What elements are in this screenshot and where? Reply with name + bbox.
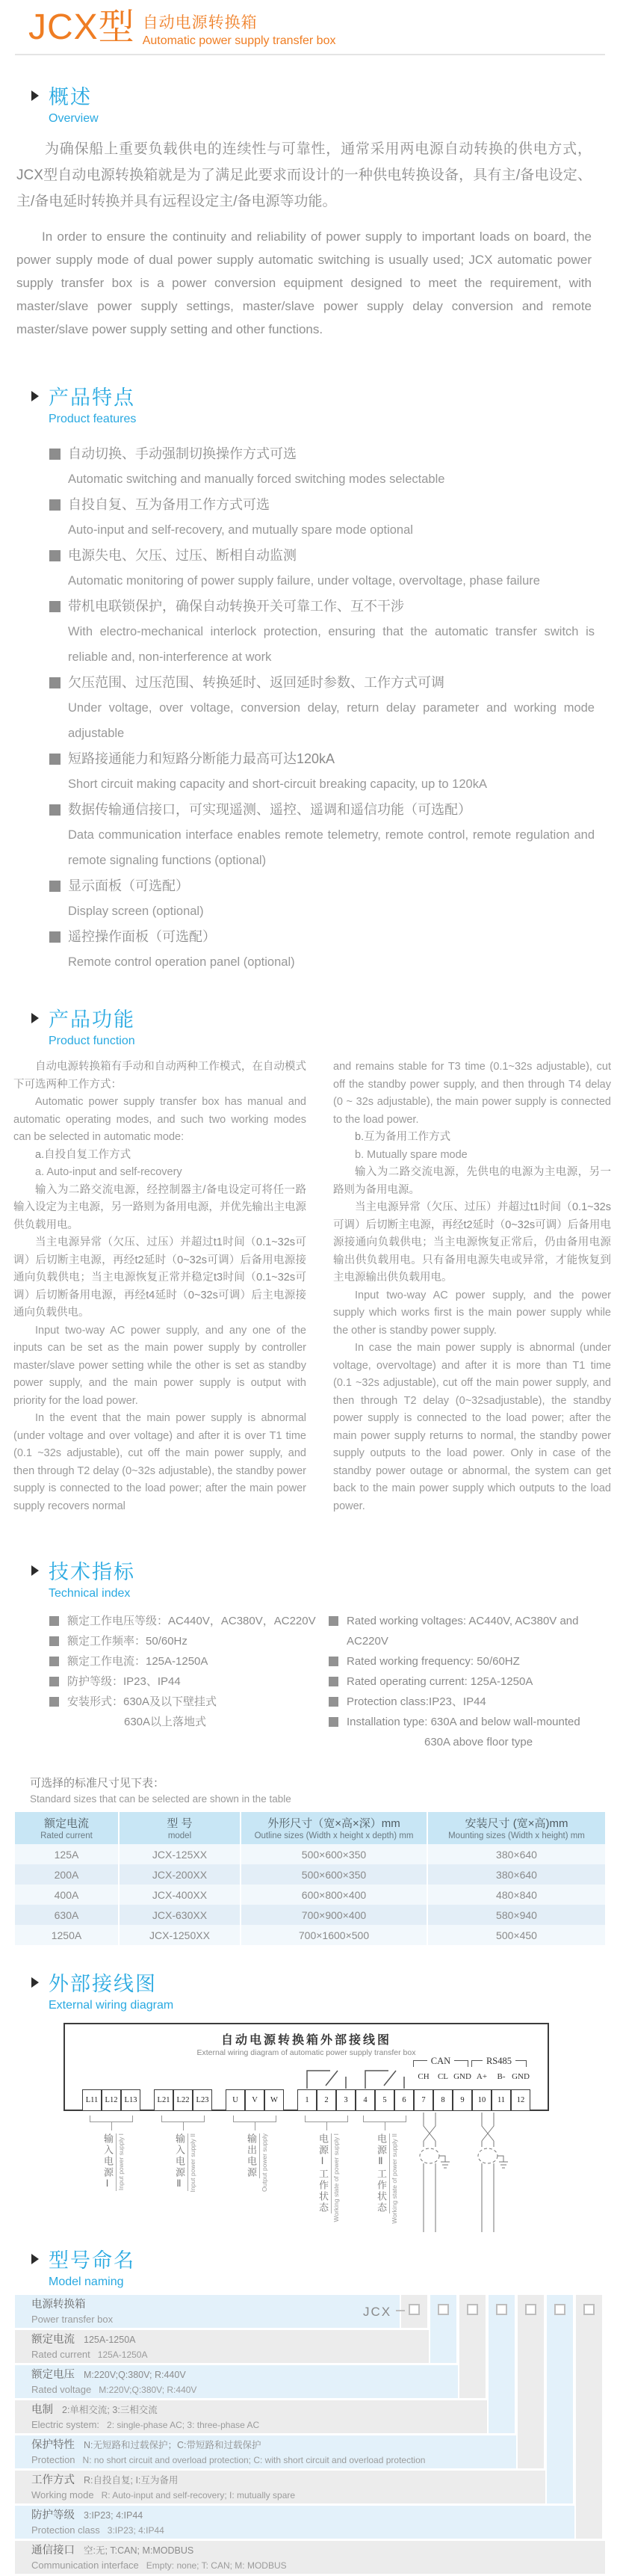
terminal: U <box>226 2089 245 2111</box>
bullet-square-icon <box>329 1677 338 1686</box>
cell: JCX-400XX <box>119 1885 241 1905</box>
naming-label-en: Communication interface <box>31 2560 139 2571</box>
group-label-en: Output power supply <box>261 2133 268 2192</box>
terminal: L12 <box>102 2089 121 2111</box>
technical-item <box>49 1692 329 1712</box>
naming-label-en: Electric system: <box>31 2419 100 2430</box>
bullet-square-icon <box>329 1616 338 1626</box>
terminal: L23 <box>193 2089 212 2111</box>
feature-text-cn: 欠压范围、过压范围、转换延时、返回延时参数、工作方式可调 <box>68 675 444 690</box>
model-code-box <box>554 2304 565 2315</box>
terminal: L13 <box>121 2089 140 2111</box>
cell: 380×640 <box>427 1864 605 1885</box>
section-naming <box>31 2244 620 2289</box>
column-header <box>119 1812 241 1844</box>
section-title-cn: 外部接线图 <box>49 1973 157 1995</box>
brand-model: JCX型 <box>28 7 135 47</box>
bullet-square-icon <box>329 1697 338 1707</box>
wiring-diagram <box>0 2023 620 2244</box>
technical-text: 防护等级：IP23、IP44 <box>67 1675 181 1688</box>
naming-row <box>15 2435 516 2468</box>
naming-label-cn: 防护等级 <box>31 2509 75 2521</box>
section-overview-head <box>31 81 620 110</box>
group-bracket <box>363 2116 406 2122</box>
section-function <box>31 1003 620 1048</box>
technical-item <box>329 1712 607 1732</box>
terminal: 4 <box>356 2089 375 2111</box>
technical-text: 额定工作电压等级：AC440V，AC380V，AC220V <box>67 1615 316 1627</box>
cell: 630A <box>15 1905 119 1925</box>
group-label-en: Input power supply II <box>189 2133 196 2193</box>
product-title-en: Automatic power supply transfer box <box>142 34 336 47</box>
naming-value-cn: M:220V;Q:380V; R:440V <box>84 2370 186 2380</box>
column-header-en: Outline sizes (Width x height x depth) mm <box>254 1831 414 1840</box>
column-header <box>427 1812 605 1844</box>
group-label-cn: 输入电源Ⅱ <box>173 2133 188 2191</box>
terminal: L21 <box>154 2089 173 2111</box>
pin-label: B- <box>497 2072 506 2081</box>
function-paragraph: Automatic power supply transfer box has manual and automatic operating modes, and such two working modes can be selected in automatic mode: <box>13 1096 306 1143</box>
bullet-square-icon <box>49 1616 59 1626</box>
function-paragraph: Input two-way AC power supply, and any one of the inputs can be set as the main power supply by controller master/slave power setting while the other is set as standby power supply, and the main power supply is output with priority for the load power. <box>13 1324 306 1407</box>
section-features <box>31 381 620 426</box>
section-title-en: External wiring diagram <box>49 1999 174 2012</box>
function-paragraph: b.互为备用工作方式 <box>355 1131 451 1143</box>
technical-text: 额定工作电流：125A-1250A <box>67 1655 208 1668</box>
group-label <box>244 2133 326 2192</box>
model-code-box <box>467 2304 478 2315</box>
column-header-cn: 安装尺寸 (宽×高)mm <box>465 1817 568 1830</box>
group-bracket <box>90 2116 133 2122</box>
cell: 700×1600×500 <box>241 1925 427 1945</box>
cell: 380×640 <box>427 1844 605 1864</box>
product-title-cn: 自动电源转换箱 <box>142 14 258 31</box>
column-header <box>241 1812 427 1844</box>
terminal: V <box>245 2089 264 2111</box>
terminal: 10 <box>472 2089 492 2111</box>
feature-text-cn: 数据传输通信接口，可实现遥测、遥控、遥调和遥信功能（可选配） <box>68 802 471 817</box>
function-paragraph: 当主电源异常（欠压、过压）并超过t1时间（0.1~32s可调）后切断主电源，再经t2延时（0~32s可调）后备用电源接通向负载供电；当主电源恢复正常后，仍由备用电源输出供负载用电。只有备用电源失电或异常，才能恢复到主电源输出供负载用电。 <box>333 1201 611 1284</box>
feature-item-en: Data communication interface enables remote telemetry, remote control, remote regulation and remote signaling functions (optional) <box>68 828 595 867</box>
table-row <box>15 1905 605 1925</box>
technical-columns <box>49 1611 620 1752</box>
naming-value-en: M:220V;Q:380V; R:440V <box>99 2385 197 2395</box>
technical-item <box>49 1651 329 1671</box>
section-title-cn: 型号命名 <box>49 2249 135 2272</box>
naming-label-en: Rated voltage <box>31 2384 92 2395</box>
header-subtitle <box>143 10 336 48</box>
cell: 200A <box>15 1864 119 1885</box>
technical-text: Rated working voltages: AC440V, AC380V and AC220V <box>347 1615 579 1648</box>
naming-label-cn: 电源转换箱 <box>31 2299 86 2311</box>
naming-value-cn: 3:IP23; 4:IP44 <box>84 2510 143 2521</box>
function-paragraph: 当主电源异常（欠压、过压）并超过t1时间（0.1~32s可调）后切断主电源，再经t2延时（0~32s可调）后备用电源接通向负载供电；当主电源恢复正常并稳定t3时间（0.1~32s可调）后切断备用电源，再经t4延时（0~32s可调）后主电源接通向负载供电。 <box>13 1236 306 1319</box>
model-code-box <box>496 2304 507 2315</box>
function-paragraph: 自动电源转换箱有手动和自动两种工作模式，在自动模式下可选两种工作方式： <box>13 1061 306 1091</box>
bullet-square-icon <box>49 881 61 892</box>
technical-text: 额定工作频率：50/60Hz <box>67 1635 187 1648</box>
changeover-switch-icon <box>297 2066 356 2089</box>
group-label-cn: 电源Ⅰ工作状态 <box>316 2133 332 2213</box>
feature-item-en: Short circuit making capacity and short-circuit breaking capacity, up to 120kA <box>68 777 487 791</box>
naming-label-cn: 保护特性 <box>31 2439 75 2451</box>
naming-stripe <box>518 2295 544 2468</box>
overview-paragraph-cn: 为确保船上重要负载供电的连续性与可靠性，通常采用两电源自动转换的供电方式，JCX型自动电源转换箱就是为了满足此要求而设计的一种供电转换设备，具有主/备电设定、主/备电延时转换并具有远程设定主/备电源等功能。 <box>16 141 592 209</box>
section-title-cn: 产品功能 <box>49 1008 135 1031</box>
bullet-square-icon <box>49 601 61 612</box>
naming-stripe <box>576 2295 602 2539</box>
cell: 500×600×350 <box>241 1844 427 1864</box>
cell: JCX-1250XX <box>119 1925 241 1945</box>
triangle-bullet-icon <box>31 1565 39 1576</box>
terminal: 5 <box>375 2089 394 2111</box>
naming-row <box>15 2330 429 2363</box>
section-features-head <box>31 381 620 410</box>
function-column-left <box>13 1059 306 1515</box>
bullet-square-icon <box>49 550 61 561</box>
feature-text-cn: 电源失电、欠压、过压、断相自动监测 <box>68 548 297 563</box>
table-row <box>15 1885 605 1905</box>
bullet-square-icon <box>49 1697 59 1707</box>
group-label-en: Input power supply I <box>117 2133 125 2191</box>
section-title-en: Model naming <box>49 2275 124 2288</box>
naming-stripe <box>489 2295 515 2433</box>
feature-text-cn: 短路接通能力和短路分断能力最高可达120kA <box>68 751 335 766</box>
function-paragraph: 输入为二路交流电源，经控制器主/备电设定可将任一路输入设定为主电源，另一路则为备用电源，并优先输出主电源供负载用电。 <box>13 1183 306 1231</box>
naming-label-cn: 额定电流 <box>31 2334 75 2346</box>
naming-value-en: 2: single-phase AC; 3: three-phase AC <box>107 2420 260 2430</box>
feature-item-cn <box>49 873 595 899</box>
feature-item-cn <box>49 670 595 695</box>
naming-label-cn: 工作方式 <box>31 2474 75 2486</box>
section-technical <box>31 1556 620 1600</box>
model-code-box <box>525 2304 536 2315</box>
function-paragraph: b. Mutually spare mode <box>355 1148 468 1161</box>
feature-item-cn <box>49 441 595 466</box>
pin-label: GND <box>453 2072 471 2081</box>
cell: 500×450 <box>427 1925 605 1945</box>
can-bracket <box>413 2056 468 2067</box>
pin-label: CL <box>437 2072 449 2081</box>
function-columns <box>13 1059 611 1515</box>
group-label-en: Working state of power supply II <box>391 2133 398 2224</box>
terminal: 8 <box>433 2089 453 2111</box>
section-function-head <box>31 1003 620 1032</box>
technical-text: Installation type: 630A and below wall-mounted <box>347 1716 580 1728</box>
bullet-square-icon <box>49 1657 59 1666</box>
feature-text-cn: 自投自复、互为备用工作方式可选 <box>68 497 270 512</box>
can-label: CAN <box>427 2056 454 2067</box>
technical-item <box>49 1631 329 1651</box>
terminal: 7 <box>414 2089 433 2111</box>
table-header <box>15 1812 605 1844</box>
naming-value-en: R: Auto-input and self-recovery; I: mutually spare <box>101 2490 296 2500</box>
cell: 700×900×400 <box>241 1905 427 1925</box>
page-header <box>0 0 620 48</box>
technical-item <box>329 1671 607 1692</box>
cell: JCX-200XX <box>119 1864 241 1885</box>
table-row <box>15 1925 605 1945</box>
technical-item-continuation: 630A above floor type <box>424 1736 533 1748</box>
naming-value-en: Empty: none; T: CAN; M: MODBUS <box>146 2560 287 2571</box>
feature-item-cn <box>49 492 595 517</box>
naming-label-en: Rated current <box>31 2349 90 2360</box>
group-label-cn: 电源Ⅱ工作状态 <box>374 2133 390 2213</box>
technical-text: Rated operating current: 125A-1250A <box>347 1675 533 1688</box>
cell: 480×840 <box>427 1885 605 1905</box>
group-label-cn: 输出电源 <box>244 2133 260 2178</box>
feature-item-cn <box>49 543 595 568</box>
column-header <box>15 1812 119 1844</box>
naming-row <box>15 2365 458 2398</box>
table-row <box>15 1864 605 1885</box>
model-code-box <box>409 2304 420 2315</box>
naming-value-en: 125A-1250A <box>97 2349 148 2360</box>
feature-text-cn: 自动切换、手动强制切换操作方式可选 <box>68 446 297 461</box>
section-title-cn: 产品特点 <box>49 386 135 409</box>
naming-value-cn: R:自投自复; I:互为备用 <box>84 2475 179 2486</box>
bullet-square-icon <box>49 754 61 765</box>
technical-text: 安装形式：630A及以下壁挂式 <box>67 1695 217 1708</box>
naming-row <box>15 2400 487 2433</box>
section-title-cn: 概述 <box>49 86 92 108</box>
bullet-square-icon <box>49 677 61 688</box>
triangle-bullet-icon <box>31 2254 39 2264</box>
naming-value-cn: 空:无; T:CAN; M:MODBUS <box>84 2545 194 2556</box>
triangle-bullet-icon <box>31 1977 39 1988</box>
bullet-square-icon <box>49 804 61 816</box>
section-title-en: Technical index <box>49 1587 131 1600</box>
column-header-en: Mounting sizes (Width x height) mm <box>448 1831 585 1840</box>
feature-item-cn <box>49 594 595 619</box>
terminal: 3 <box>336 2089 356 2111</box>
feature-item-en: Remote control operation panel (optional) <box>68 955 295 969</box>
group-bracket <box>161 2116 205 2122</box>
rs485-bracket <box>471 2056 527 2067</box>
terminal: L11 <box>82 2089 102 2111</box>
model-code-box <box>583 2304 595 2315</box>
bullet-square-icon <box>49 1677 59 1686</box>
feature-text-cn: 带机电联锁保护，确保自动转换开关可靠工作、互不干涉 <box>68 599 404 614</box>
section-title-en: Product function <box>49 1035 135 1047</box>
cell: 580×940 <box>427 1905 605 1925</box>
diagram-title-cn: 自动电源转换箱外部接线图 <box>220 2034 391 2047</box>
section-technical-head <box>31 1556 620 1585</box>
cell: 600×800×400 <box>241 1885 427 1905</box>
section-overview <box>31 81 620 126</box>
bullet-square-icon <box>329 1657 338 1666</box>
pin-label: A+ <box>476 2072 488 2081</box>
column-header-en: Rated current <box>40 1831 93 1840</box>
group-label-en: Working state of power supply I <box>332 2133 340 2222</box>
triangle-bullet-icon <box>31 1013 39 1023</box>
feature-item-cn <box>49 797 595 822</box>
changeover-switch-icon <box>356 2066 414 2089</box>
technical-column-cn <box>49 1611 329 1752</box>
model-dash <box>396 2310 405 2311</box>
function-paragraph: and remains stable for T3 time (0.1~32s adjustable), cut off the standby power supply, and then through T4 delay (0 ~ 32s adjustable), the main power supply is connected to the load power. <box>333 1061 611 1126</box>
bullet-square-icon <box>49 449 61 460</box>
header-divider <box>15 54 605 55</box>
naming-value-en: N: no short circuit and overload protection; C: with short circuit and overload protection <box>82 2455 426 2465</box>
naming-label-cn: 额定电压 <box>31 2369 75 2381</box>
column-header-cn: 外形尺寸（宽×高×深）mm <box>267 1817 400 1830</box>
feature-list <box>49 441 595 975</box>
terminal: 11 <box>492 2089 511 2111</box>
feature-item-en: Under voltage, over voltage, conversion delay, return delay parameter and working mode adjustable <box>68 701 595 740</box>
section-wiring <box>31 1968 620 2012</box>
terminal: 1 <box>297 2089 317 2111</box>
cell: 125A <box>15 1844 119 1864</box>
feature-text-cn: 遥控操作面板（可选配） <box>68 929 216 944</box>
cell: 400A <box>15 1885 119 1905</box>
section-title-en: Overview <box>49 112 99 125</box>
feature-text-cn: 显示面板（可选配） <box>68 878 189 893</box>
section-naming-head <box>31 2244 620 2273</box>
triangle-bullet-icon <box>31 90 39 101</box>
cell: 500×600×350 <box>241 1864 427 1885</box>
naming-row <box>15 2471 545 2503</box>
table-note-cn: 可选择的标准尺寸见下表： <box>30 1777 165 1790</box>
naming-value-cn: 2:单相交流; 3:三相交流 <box>62 2405 158 2415</box>
technical-text: Protection class:IP23、IP44 <box>347 1695 486 1708</box>
table-note-en: Standard sizes that can be selected are shown in the table <box>30 1793 291 1805</box>
model-code-box <box>438 2304 449 2315</box>
bullet-square-icon <box>49 931 61 943</box>
function-column-right <box>333 1059 611 1515</box>
bullet-square-icon <box>49 499 61 511</box>
technical-item <box>329 1692 607 1712</box>
terminal: 12 <box>511 2089 530 2111</box>
cell: JCX-630XX <box>119 1905 241 1925</box>
naming-stripe <box>547 2295 573 2503</box>
group-bracket <box>305 2116 348 2122</box>
naming-row <box>15 2506 574 2539</box>
technical-item <box>329 1611 607 1651</box>
feature-item-en: Auto-input and self-recovery, and mutually spare mode optional <box>68 523 413 537</box>
technical-item <box>49 1671 329 1692</box>
function-paragraph: a.自投自复工作方式 <box>35 1148 131 1161</box>
naming-value-cn: 125A-1250A <box>84 2335 136 2345</box>
terminal: W <box>264 2089 284 2111</box>
table-row <box>15 1844 605 1864</box>
technical-item-continuation: 630A以上落地式 <box>124 1716 207 1728</box>
bullet-square-icon <box>329 1717 338 1727</box>
cell: JCX-125XX <box>119 1844 241 1864</box>
feature-item-en: Automatic monitoring of power supply failure, under voltage, overvoltage, phase failure <box>68 574 540 588</box>
twisted-pair-icon <box>474 2113 508 2232</box>
feature-item-cn <box>49 746 595 771</box>
group-bracket <box>233 2116 276 2122</box>
triangle-bullet-icon <box>31 391 39 401</box>
section-title-cn: 技术指标 <box>49 1561 135 1583</box>
terminal: 6 <box>394 2089 414 2111</box>
column-header-cn: 型 号 <box>167 1817 193 1830</box>
naming-value-cn: N:无短路和过载保护；C:带短路和过载保护 <box>84 2440 261 2450</box>
feature-item-cn <box>49 924 595 949</box>
naming-label-en: Protection class <box>31 2524 100 2536</box>
group-label-cn: 输入电源Ⅰ <box>101 2133 117 2191</box>
terminal: 9 <box>453 2089 472 2111</box>
technical-item <box>329 1651 607 1671</box>
standard-sizes-table <box>15 1812 605 1945</box>
rs485-label: RS485 <box>483 2056 515 2067</box>
feature-item-en: With electro-mechanical interlock protection, ensuring that the automatic transfer switch is reliable and, non-interference at work <box>68 625 595 664</box>
column-header-cn: 额定电流 <box>43 1817 89 1830</box>
overview-paragraph-en: In order to ensure the continuity and reliability of power supply to important loads on board, the power supply mode of dual power supply automatic switching is usually used; JCX automatic power supply transfer box is a power conversion equipment designed to meet the requirement, with master/slave power supply settings, master/slave power supply delay conversion and remote master/slave power supply setting and other functions. <box>16 229 592 336</box>
terminal: L22 <box>173 2089 193 2111</box>
function-paragraph: Input two-way AC power supply, and the power supply which works first is the main power supply while the other is standby power supply. <box>333 1289 611 1337</box>
technical-item <box>49 1611 329 1631</box>
function-paragraph: In the event that the main power supply is abnormal (under voltage and over voltage) and after it is over T1 time (0.1 ~32s adjustable), cut off the main power supply, and then through T2 delay (0~32s adjustable), the standby power supply is connected to the load power; after the main power supply recovers normal <box>13 1412 306 1512</box>
bullet-square-icon <box>49 1636 59 1646</box>
feature-item-en: Automatic switching and manually forced switching modes selectable <box>68 472 445 486</box>
pin-label: CH <box>418 2072 430 2081</box>
twisted-pair-icon <box>415 2113 450 2232</box>
cell: 1250A <box>15 1925 119 1945</box>
terminal: 2 <box>317 2089 336 2111</box>
naming-label-cn: 电制 <box>31 2404 53 2416</box>
naming-label-cn: 通信接口 <box>31 2545 75 2557</box>
function-paragraph: In case the main power supply is abnormal (under voltage, overvoltage) and after it is more than T1 time (0.1 ~32s adjustable), cut off the main power supply, and then through T2 delay (0~32sadjustable), the standby power supply is connected to the load power; after the main power supply returns to normal, the standby power supply outputs to the load power. Only in case of the standby power outage or abnormal, the system can get back to the main power supply which outputs to the load power. <box>333 1342 611 1512</box>
technical-text: Rated working frequency: 50/60HZ <box>347 1655 520 1668</box>
function-paragraph: a. Auto-input and self-recovery <box>35 1166 182 1178</box>
naming-value-en: 3:IP23; 4:IP44 <box>107 2525 164 2536</box>
diagram-title-en: External wiring diagram of automatic power supply transfer box <box>196 2048 416 2057</box>
column-header-en: model <box>167 1831 192 1840</box>
function-paragraph: 输入为二路交流电源，先供电的电源为主电源，另一路则为备用电源。 <box>333 1166 611 1196</box>
naming-label-en: Working mode <box>31 2489 94 2500</box>
section-wiring-head <box>31 1968 620 1997</box>
technical-column-en <box>329 1611 607 1752</box>
model-naming-diagram <box>15 2295 605 2576</box>
model-prefix: JCX <box>363 2305 392 2319</box>
section-title-en: Product features <box>49 413 137 425</box>
pin-label: GND <box>512 2072 530 2081</box>
naming-label-en: Power transfer box <box>31 2314 114 2325</box>
feature-item-en: Display screen (optional) <box>68 905 204 918</box>
naming-label-en: Protection <box>31 2454 75 2465</box>
naming-row <box>15 2541 605 2574</box>
naming-row <box>15 2295 400 2328</box>
